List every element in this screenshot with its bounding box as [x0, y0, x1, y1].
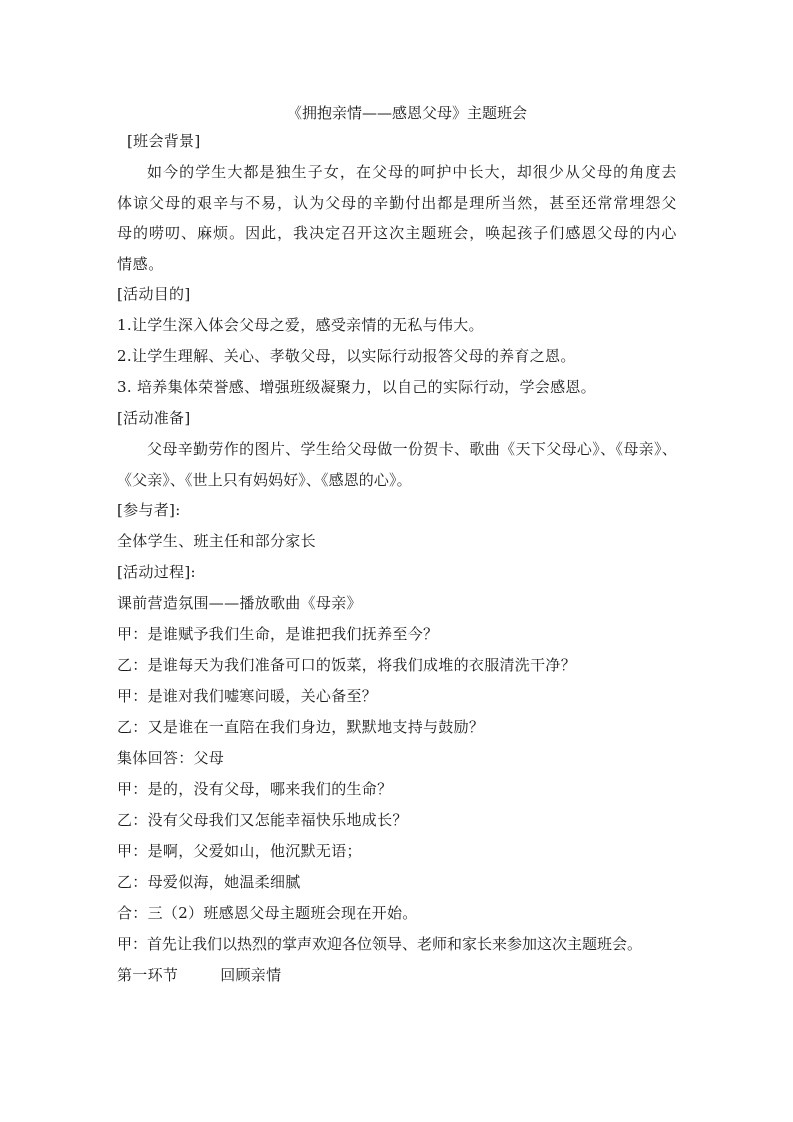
process-line: 乙：又是谁在一直陪在我们身边，默默地支持与鼓励？	[117, 718, 485, 736]
participants-heading: [参与者]:	[117, 501, 181, 519]
background-paragraph: 如今的学生大都是独生子女，在父母的呵护中长大，却很少从父母的角度去体谅父母的艰辛与不易，认为父母的辛勤付出都是理所当然，甚至还常常埋怨父母的唠叨、麻烦。因此，我决定召开这次主题班会，唤起孩子们感恩父母的内心情感。	[117, 163, 677, 273]
process-line: 合：三（2）班感恩父母主题班会现在开始。	[117, 904, 418, 922]
process-line: 集体回答：父母	[117, 749, 225, 767]
section-name: 回顾亲情	[220, 966, 282, 984]
process-line: 乙：母爱似海，她温柔细腻	[117, 873, 301, 891]
goal-item-1: 1.让学生深入体会父母之爱，感受亲情的无私与伟大。	[117, 316, 484, 334]
section-label: 第一环节	[117, 966, 179, 984]
background-heading: [班会背景]	[127, 132, 201, 150]
preparation-paragraph: 父母辛勤劳作的图片、学生给父母做一份贺卡、歌曲《天下父母心》、《母亲》、《父亲》、《世上只有妈妈好》、《感恩的心》。	[117, 440, 677, 489]
process-heading: [活动过程]:	[117, 563, 196, 581]
preparation-heading: [活动准备]	[117, 409, 191, 427]
goal-item-3: 3. 培养集体荣誉感、增强班级凝聚力，以自己的实际行动，学会感恩。	[117, 378, 596, 396]
process-line: 甲：首先让我们以热烈的掌声欢迎各位领导、老师和家长来参加这次主题班会。	[117, 935, 643, 953]
process-line: 甲：是啊，父爱如山，他沉默无语；	[117, 842, 362, 860]
goals-heading: [活动目的]	[117, 285, 191, 303]
process-line: 乙：是谁每天为我们准备可口的饭菜，将我们成堆的衣服清洗干净？	[117, 656, 577, 674]
document-page	[117, 100, 677, 991]
process-line: 甲：是谁对我们嘘寒问暖，关心备至？	[117, 687, 378, 705]
participants-text: 全体学生、班主任和部分家长	[117, 532, 316, 550]
goal-item-2: 2.让学生理解、关心、孝敬父母，以实际行动报答父母的养育之恩。	[117, 347, 576, 365]
process-line: 甲：是谁赋予我们生命，是谁把我们抚养至今？	[117, 625, 439, 643]
section-heading	[117, 960, 677, 991]
process-line: 甲：是的，没有父母，哪来我们的生命？	[117, 780, 393, 798]
process-line: 课前营造氛围——播放歌曲《母亲》	[117, 594, 362, 612]
process-line: 乙：没有父母我们又怎能幸福快乐地成长？	[117, 811, 408, 829]
document-title: 《拥抱亲情——感恩父母》主题班会	[286, 104, 527, 122]
